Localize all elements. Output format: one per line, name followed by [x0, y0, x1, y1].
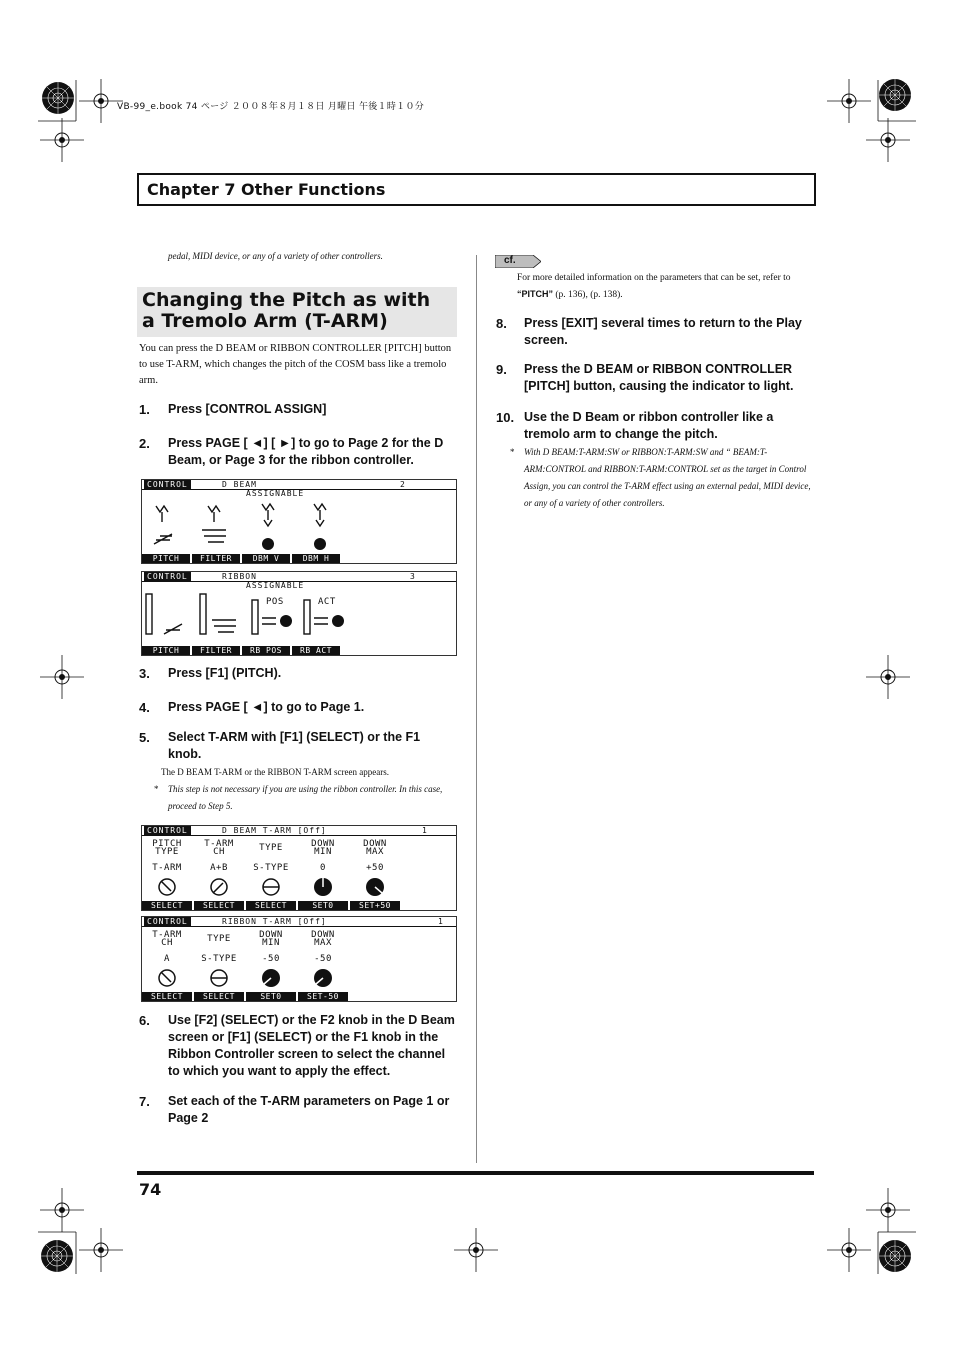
page-number: 74: [139, 1180, 162, 1199]
fkey-label: DBM H: [292, 554, 340, 563]
step-number: 1.: [139, 402, 150, 417]
param-label: MAX: [314, 938, 332, 948]
param-value: A: [164, 954, 170, 964]
cf-badge: [495, 255, 541, 268]
lcd-page: 2: [400, 480, 405, 489]
section-paragraph: You can press the D BEAM or RIBBON CONTROLLER [PITCH] button to use T-ARM, which changes the pitch of the COSM bass like a tremolo arm.: [139, 343, 452, 386]
ribbon-icons: [142, 590, 456, 646]
step-text: Use [F2] (SELECT) or the F2 knob in the D Beam screen or [F1] (SELECT) or the F1 knob in the Ribbon Controller screen to select the channel to which you want to apply the effect.: [168, 1013, 455, 1078]
chapter-title: Chapter 7 Other Functions: [147, 180, 386, 199]
param-label: TYPE: [259, 843, 283, 853]
step-number: 3.: [139, 666, 150, 681]
lcd-fkeys: [142, 646, 340, 655]
step-text: Select T-ARM with [F1] (SELECT) or the F1 knob.: [168, 730, 421, 761]
param-value: T-ARM: [152, 863, 182, 873]
fkey-label: SELECT: [142, 992, 192, 1001]
step-text: Press [EXIT] several times to return to the Play screen.: [524, 316, 802, 347]
lcd-tab: CONTROL: [144, 572, 191, 581]
section-heading-box: [137, 287, 457, 337]
lcd-page: 3: [410, 572, 415, 581]
lcd-tab: CONTROL: [144, 917, 191, 926]
lcd-tab: CONTROL: [144, 826, 191, 835]
fkey-label: SET0: [298, 901, 348, 910]
step-number: 10.: [496, 410, 515, 425]
lcd-assignable: ASSIGNABLE: [246, 581, 305, 590]
fkey-label: SELECT: [246, 901, 296, 910]
ribbon-label-pos: POS: [266, 597, 284, 607]
param-label: CH: [213, 847, 225, 857]
fkey-label: SET-50: [298, 992, 348, 1001]
step-text: Press [F1] (PITCH).: [168, 666, 282, 680]
lcd-fkeys: [142, 992, 348, 1001]
fkey-label: RB POS: [242, 646, 290, 655]
step-number: 4.: [139, 700, 150, 715]
lcd-assignable: ASSIGNABLE: [246, 489, 305, 498]
param-label: PITCH: [152, 839, 182, 849]
lcd-page: 1: [422, 826, 427, 835]
lcd-page: 1: [438, 917, 443, 926]
step-number: 8.: [496, 316, 507, 331]
param-label: MIN: [314, 847, 332, 857]
fkey-label: PITCH: [142, 554, 190, 563]
lcd-title: D BEAM: [222, 480, 257, 489]
lcd-dbeam-assign: [141, 479, 457, 564]
column-divider: [476, 255, 477, 1163]
param-label: MAX: [366, 847, 384, 857]
asterisk: *: [154, 784, 159, 794]
param-label: DOWN: [311, 930, 335, 940]
param-label: TYPE: [207, 934, 231, 944]
step-number: 2.: [139, 436, 150, 451]
fkey-label: SELECT: [194, 901, 244, 910]
lcd-fkeys: [142, 554, 340, 563]
param-label: DOWN: [311, 839, 335, 849]
param-value: 0: [320, 863, 326, 873]
ribbon-label-act: ACT: [318, 597, 336, 607]
param-label: T-ARM: [152, 930, 182, 940]
knob-icons: [142, 876, 456, 900]
step-text: Press [CONTROL ASSIGN]: [168, 402, 327, 416]
cf-text: For more detailed information on the parameters that can be set, refer to “PITCH” (p. 136), (p. 138).: [517, 273, 791, 300]
lcd-title: D BEAM T-ARM [Off]: [222, 826, 327, 835]
fkey-label: SELECT: [142, 901, 192, 910]
dbeam-icons: [142, 500, 456, 552]
step-number: 5.: [139, 730, 150, 745]
fkey-label: SELECT: [194, 992, 244, 1001]
param-value: S-TYPE: [201, 954, 237, 964]
lcd-title: RIBBON T-ARM [Off]: [222, 917, 327, 926]
step-text: Set each of the T-ARM parameters on Page 1 or Page 2: [168, 1094, 450, 1125]
lcd-fkeys: [142, 901, 400, 910]
fkey-label: SET+50: [350, 901, 400, 910]
fkey-label: SET0: [246, 992, 296, 1001]
step-number: 6.: [139, 1013, 150, 1028]
fkey-label: DBM V: [242, 554, 290, 563]
step-text: Press PAGE [ ◄] [ ►] to go to Page 2 for the D Beam, or Page 3 for the ribbon controller.: [168, 436, 444, 467]
lcd-ribbon-tarm: [141, 916, 457, 1002]
fkey-label: FILTER: [192, 646, 240, 655]
param-label: CH: [161, 938, 173, 948]
lcd-title: RIBBON: [222, 572, 257, 581]
print-header: VB-99_e.book 74 ページ ２００８年８月１８日 月曜日 午後１時１０分: [117, 102, 425, 112]
param-value: A+B: [210, 863, 228, 873]
step-asterisk-note: With D BEAM:T-ARM:SW or RIBBON:T-ARM:SW and “ BEAM:T-ARM:CONTROL and RIBBON:T-ARM:CONTROL set as the target in Control Assign, you can control the T-ARM effect using an external pedal, MIDI device, or any of a variety of other controllers.: [524, 447, 811, 508]
param-label: T-ARM: [204, 839, 234, 849]
param-value: +50: [366, 863, 384, 873]
step-number: 7.: [139, 1094, 150, 1109]
fkey-label: FILTER: [192, 554, 240, 563]
lcd-dbeam-tarm: [141, 825, 457, 911]
step-asterisk-note: This step is not necessary if you are using the ribbon controller. In this case, proceed to Step 5.: [168, 784, 443, 811]
knob-icons: [142, 967, 456, 991]
lcd-ribbon-assign: [141, 571, 457, 656]
fkey-label: RB ACT: [292, 646, 340, 655]
param-label: DOWN: [363, 839, 387, 849]
asterisk: *: [510, 447, 515, 457]
section-heading: Changing the Pitch as with a Tremolo Arm (T-ARM): [142, 289, 431, 332]
step-note: The D BEAM T-ARM or the RIBBON T-ARM screen appears.: [161, 767, 389, 777]
step-text: Use the D Beam or ribbon controller like a tremolo arm to change the pitch.: [524, 410, 774, 441]
cf-label: cf.: [504, 255, 516, 266]
chapter-header: [137, 173, 816, 206]
footer-rule: [137, 1171, 814, 1175]
step-text: Press PAGE [ ◄] to go to Page 1.: [168, 700, 365, 714]
step-text: Press the D BEAM or RIBBON CONTROLLER [PITCH] button, causing the indicator to light.: [524, 362, 794, 393]
param-label: DOWN: [259, 930, 283, 940]
step-number: 9.: [496, 362, 507, 377]
param-value: -50: [262, 954, 280, 964]
param-value: S-TYPE: [253, 863, 289, 873]
param-label: TYPE: [155, 847, 179, 857]
fkey-label: PITCH: [142, 646, 190, 655]
param-label: MIN: [262, 938, 280, 948]
param-value: -50: [314, 954, 332, 964]
lcd-tab: CONTROL: [144, 480, 191, 489]
intro-fragment: pedal, MIDI device, or any of a variety of other controllers.: [168, 251, 383, 261]
